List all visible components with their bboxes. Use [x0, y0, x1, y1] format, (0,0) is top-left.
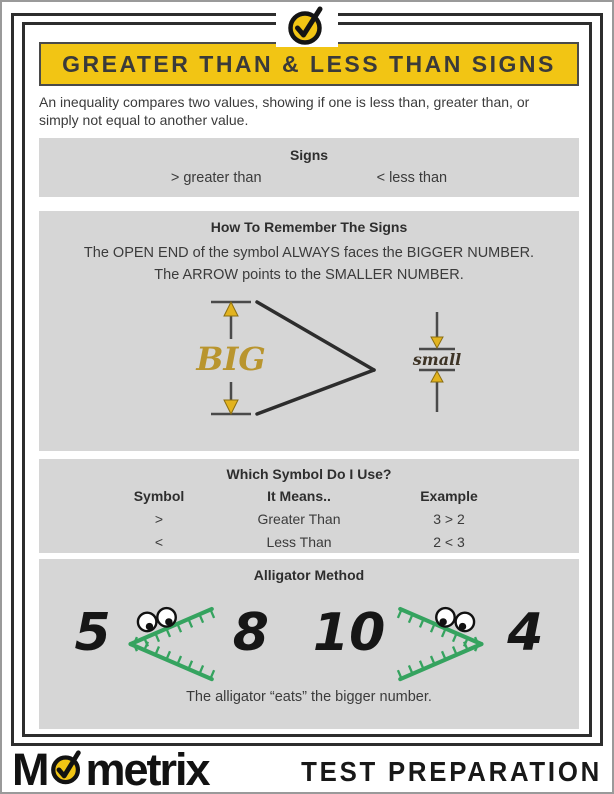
small-label: small: [412, 350, 462, 369]
big-label: BIG: [196, 340, 266, 378]
number-ten: 10: [312, 603, 386, 663]
number-eight: 8: [232, 603, 269, 663]
which-symbol-title: Which Symbol Do I Use?: [226, 466, 392, 482]
alligator-examples-row: [39, 585, 579, 681]
table-cell-symbol-lt: <: [154, 534, 164, 550]
big-arrow-up-icon: [224, 302, 238, 316]
alligator-mouth-greater-than-icon: [391, 583, 487, 683]
big-arrow-down-icon: [224, 400, 238, 414]
greater-than-sign-label: > greater than: [170, 170, 262, 186]
number-four: 4: [507, 603, 544, 663]
table-cell-example-gt: 3 > 2: [433, 511, 465, 527]
mometrix-logo: [12, 744, 209, 794]
signs-row: [39, 170, 579, 186]
check-badge-icon: [286, 3, 328, 47]
small-arrow-up-icon: [431, 371, 443, 382]
table-cell-meaning-gt: Greater Than: [257, 511, 341, 527]
alligator-caption: The alligator “eats” the bigger number.: [186, 689, 432, 705]
how-to-remember-section: [39, 211, 579, 451]
col-header-symbol: Symbol: [133, 488, 185, 504]
table-cell-example-lt: 2 < 3: [433, 534, 465, 550]
signs-section: [39, 138, 579, 197]
arrow-rule-text: The ARROW points to the SMALLER NUMBER.: [154, 267, 464, 283]
table-cell-symbol-gt: >: [154, 511, 164, 527]
symbol-table: [39, 488, 579, 550]
logo-rest-text: metrix: [85, 744, 209, 794]
alligator-method-title: Alligator Method: [253, 567, 365, 583]
signs-section-title: Signs: [289, 147, 329, 163]
footer-brand-bar: [8, 744, 606, 794]
alligator-method-section: [39, 559, 579, 729]
which-symbol-section: [39, 459, 579, 553]
test-preparation-tagline: TEST PREPARATION: [301, 756, 602, 787]
alligator-mouth-less-than-icon: [125, 583, 221, 683]
number-five: 5: [74, 603, 111, 663]
col-header-meaning: It Means..: [267, 488, 331, 504]
open-end-rule-text: The OPEN END of the symbol ALWAYS faces the BIGGER NUMBER.: [83, 245, 535, 261]
check-badge: [276, 3, 338, 47]
table-cell-meaning-lt: Less Than: [266, 534, 332, 550]
greater-than-symbol: [257, 302, 374, 414]
big-small-diagram: [39, 289, 579, 431]
content-area: [39, 42, 579, 729]
col-header-example: Example: [420, 488, 478, 504]
page-title: GREATER THAN & LESS THAN SIGNS: [39, 42, 579, 86]
small-arrow-down-icon: [431, 337, 443, 348]
less-than-sign-label: < less than: [376, 170, 448, 186]
intro-text: An inequality compares two values, showing if one is less than, greater than, or simply not equal to another value.: [39, 94, 530, 128]
logo-letter-m: M: [12, 744, 48, 794]
how-to-remember-title: How To Remember The Signs: [210, 219, 408, 235]
logo-check-icon: [49, 747, 85, 787]
